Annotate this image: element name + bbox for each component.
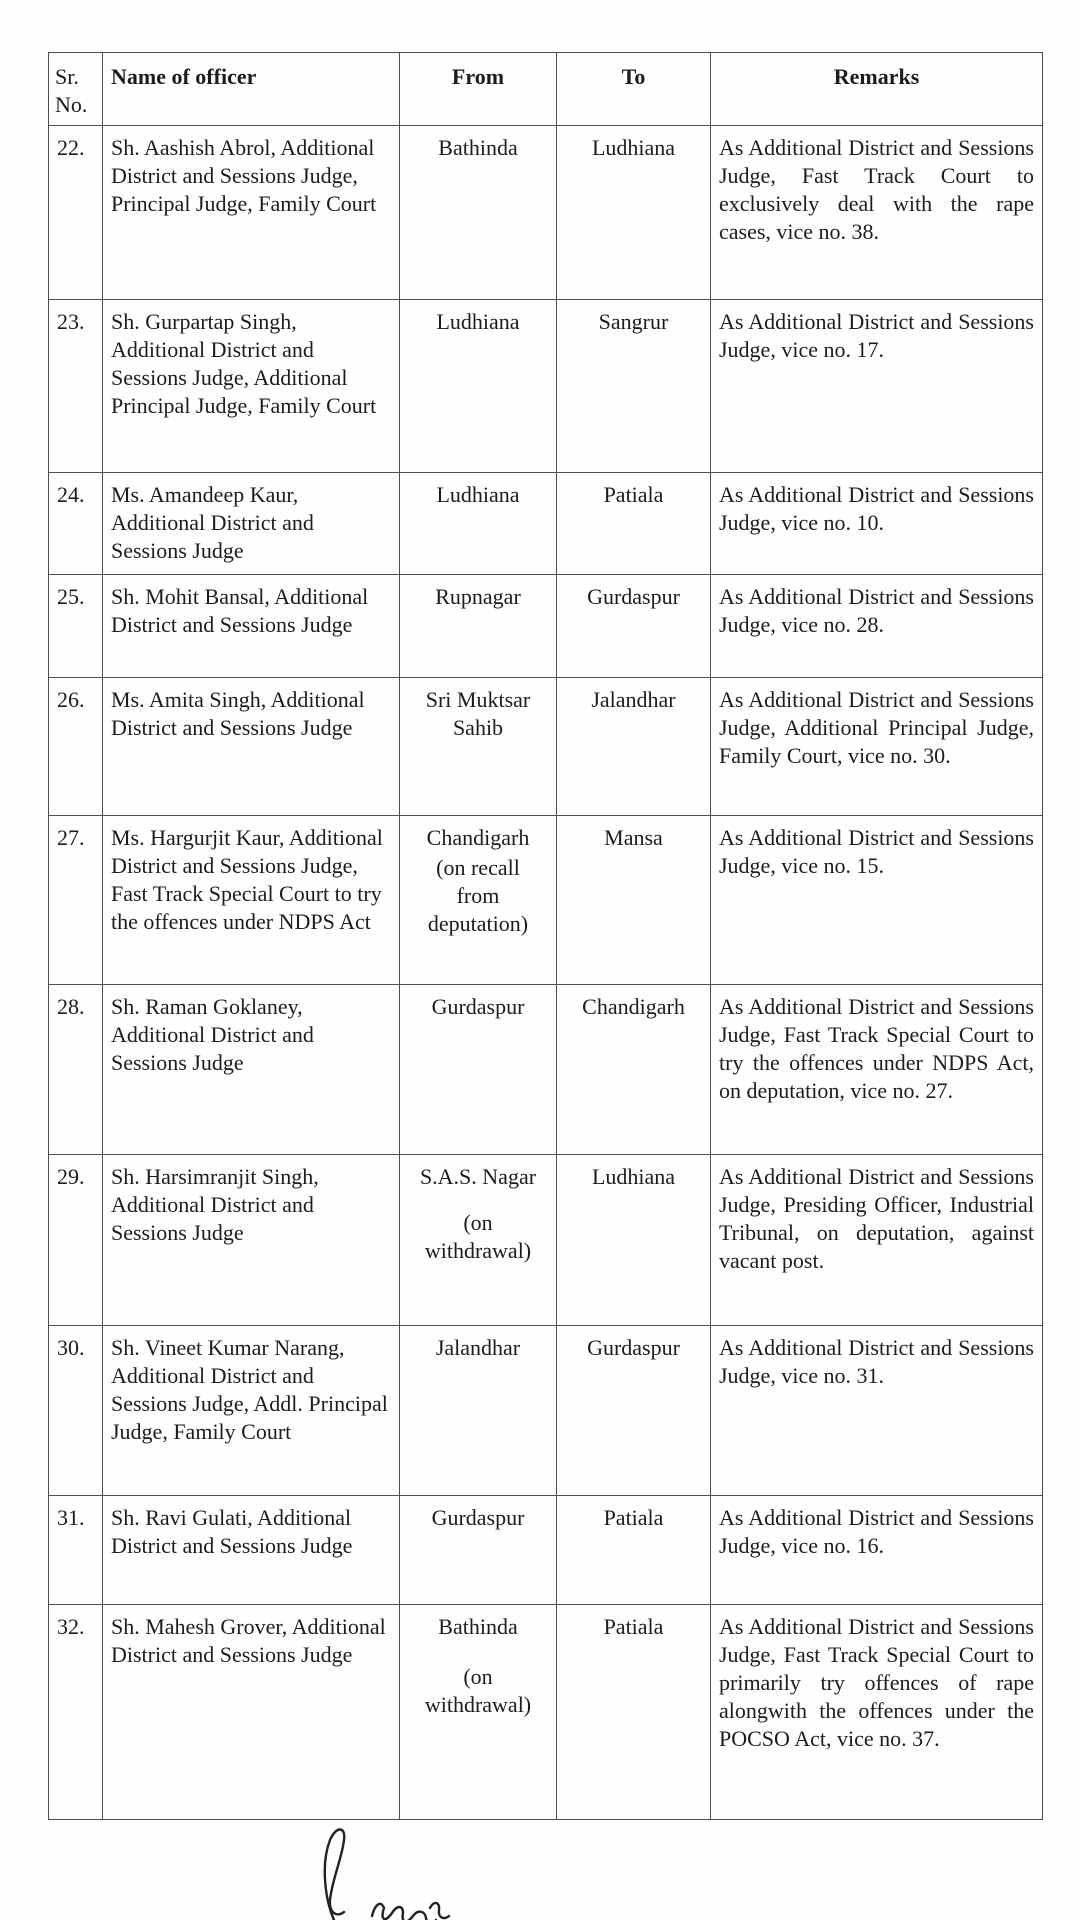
cell-sr-no: 25. bbox=[49, 574, 103, 677]
cell-to: Ludhiana bbox=[557, 125, 711, 299]
cell-officer-name: Sh. Raman Goklaney, Additional District and Sessions Judge bbox=[103, 984, 400, 1154]
table-row bbox=[49, 815, 1043, 984]
cell-from bbox=[400, 125, 557, 299]
cell-to: Gurdaspur bbox=[557, 1325, 711, 1495]
header-to: To bbox=[557, 53, 711, 126]
cell-from bbox=[400, 677, 557, 815]
cell-remarks: As Additional District and Sessions Judge, vice no. 28. bbox=[711, 574, 1043, 677]
from-station: Rupnagar bbox=[435, 583, 521, 609]
from-station-note: (on withdrawal) bbox=[424, 1663, 532, 1717]
from-station: Bathinda bbox=[438, 134, 518, 160]
header-sr-no: Sr. No. bbox=[49, 53, 103, 126]
cell-to: Chandigarh bbox=[557, 984, 711, 1154]
header-remarks: Remarks bbox=[711, 53, 1043, 126]
cell-sr-no: 30. bbox=[49, 1325, 103, 1495]
cell-to: Mansa bbox=[557, 815, 711, 984]
cell-from bbox=[400, 1604, 557, 1819]
cell-from bbox=[400, 472, 557, 574]
table-row bbox=[49, 677, 1043, 815]
cell-from bbox=[400, 815, 557, 984]
from-station: Gurdaspur bbox=[431, 1504, 525, 1530]
cell-remarks: As Additional District and Sessions Judge, Fast Track Special Court to try the offences under NDPS Act, on deputation, vice no. 27. bbox=[711, 984, 1043, 1154]
table-header-row bbox=[49, 53, 1043, 126]
from-station: Ludhiana bbox=[436, 308, 520, 334]
from-station: Jalandhar bbox=[435, 1334, 521, 1360]
cell-remarks: As Additional District and Sessions Judge, Additional Principal Judge, Family Court, vice no. 30. bbox=[711, 677, 1043, 815]
cell-remarks: As Additional District and Sessions Judge, Presiding Officer, Industrial Tribunal, on deputation, against vacant post. bbox=[711, 1154, 1043, 1325]
cell-to: Ludhiana bbox=[557, 1154, 711, 1325]
cell-to: Patiala bbox=[557, 472, 711, 574]
cell-remarks: As Additional District and Sessions Judge, vice no. 15. bbox=[711, 815, 1043, 984]
cell-officer-name: Sh. Aashish Abrol, Additional District and Sessions Judge, Principal Judge, Family Court bbox=[103, 125, 400, 299]
cell-officer-name: Sh. Gurpartap Singh, Additional District and Sessions Judge, Additional Principal Judge, Family Court bbox=[103, 299, 400, 472]
table-row bbox=[49, 1154, 1043, 1325]
from-station-note: (on recall from deputation) bbox=[427, 854, 529, 936]
cell-officer-name: Sh. Ravi Gulati, Additional District and Sessions Judge bbox=[103, 1495, 400, 1604]
cell-officer-name: Ms. Amita Singh, Additional District and Sessions Judge bbox=[103, 677, 400, 815]
cell-sr-no: 22. bbox=[49, 125, 103, 299]
header-name-of-officer: Name of officer bbox=[103, 53, 400, 126]
from-station: S.A.S. Nagar bbox=[419, 1163, 537, 1189]
cell-officer-name: Sh. Vineet Kumar Narang, Additional District and Sessions Judge, Addl. Principal Judge, Family Court bbox=[103, 1325, 400, 1495]
from-station: Chandigarh bbox=[426, 824, 530, 850]
cell-remarks: As Additional District and Sessions Judge, vice no. 10. bbox=[711, 472, 1043, 574]
from-station: Ludhiana bbox=[436, 481, 520, 507]
cell-sr-no: 28. bbox=[49, 984, 103, 1154]
table-row bbox=[49, 472, 1043, 574]
signature-scribble bbox=[280, 1824, 480, 1920]
cell-sr-no: 29. bbox=[49, 1154, 103, 1325]
cell-from bbox=[400, 299, 557, 472]
cell-sr-no: 32. bbox=[49, 1604, 103, 1819]
cell-officer-name: Sh. Mahesh Grover, Additional District and Sessions Judge bbox=[103, 1604, 400, 1819]
cell-sr-no: 23. bbox=[49, 299, 103, 472]
from-station: Bathinda bbox=[438, 1613, 518, 1639]
cell-sr-no: 24. bbox=[49, 472, 103, 574]
cell-remarks: As Additional District and Sessions Judge, vice no. 17. bbox=[711, 299, 1043, 472]
table-row bbox=[49, 1325, 1043, 1495]
cell-sr-no: 27. bbox=[49, 815, 103, 984]
header-from: From bbox=[400, 53, 557, 126]
cell-sr-no: 26. bbox=[49, 677, 103, 815]
cell-sr-no: 31. bbox=[49, 1495, 103, 1604]
cell-to: Jalandhar bbox=[557, 677, 711, 815]
cell-to: Patiala bbox=[557, 1495, 711, 1604]
from-station-note: (on withdrawal) bbox=[424, 1209, 532, 1263]
table-row bbox=[49, 299, 1043, 472]
from-station: Gurdaspur bbox=[431, 993, 525, 1019]
cell-from bbox=[400, 1154, 557, 1325]
cell-officer-name: Ms. Hargurjit Kaur, Additional District and Sessions Judge, Fast Track Special Court to try the offences under NDPS Act bbox=[103, 815, 400, 984]
cell-officer-name: Ms. Amandeep Kaur, Additional District and Sessions Judge bbox=[103, 472, 400, 574]
from-station: Sri Muktsar Sahib bbox=[425, 686, 531, 740]
cell-remarks: As Additional District and Sessions Judge, vice no. 31. bbox=[711, 1325, 1043, 1495]
cell-remarks: As Additional District and Sessions Judge, vice no. 16. bbox=[711, 1495, 1043, 1604]
cell-to: Sangrur bbox=[557, 299, 711, 472]
table-row bbox=[49, 1495, 1043, 1604]
cell-from bbox=[400, 984, 557, 1154]
cell-to: Gurdaspur bbox=[557, 574, 711, 677]
table-row bbox=[49, 1604, 1043, 1819]
table-row bbox=[49, 984, 1043, 1154]
cell-remarks: As Additional District and Sessions Judge, Fast Track Special Court to primarily try offences of rape alongwith the offences under the POCSO Act, vice no. 37. bbox=[711, 1604, 1043, 1819]
table-row bbox=[49, 574, 1043, 677]
table-row bbox=[49, 125, 1043, 299]
cell-from bbox=[400, 1325, 557, 1495]
cell-officer-name: Sh. Mohit Bansal, Additional District and Sessions Judge bbox=[103, 574, 400, 677]
cell-officer-name: Sh. Harsimranjit Singh, Additional District and Sessions Judge bbox=[103, 1154, 400, 1325]
cell-from bbox=[400, 1495, 557, 1604]
cell-remarks: As Additional District and Sessions Judge, Fast Track Court to exclusively deal with the rape cases, vice no. 38. bbox=[711, 125, 1043, 299]
officer-transfer-table bbox=[48, 52, 1043, 1820]
cell-from bbox=[400, 574, 557, 677]
cell-to: Patiala bbox=[557, 1604, 711, 1819]
